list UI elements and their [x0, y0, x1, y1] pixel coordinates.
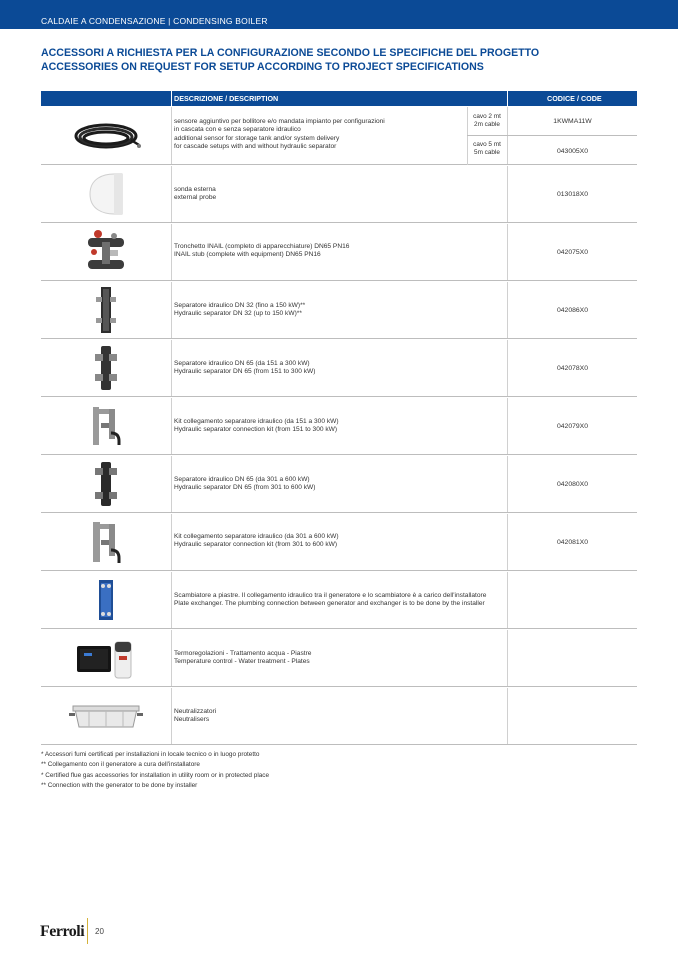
row-description-line: Temperature control - Water treatment - Plates [174, 658, 310, 666]
footnote: * Accessori fumi certificati per installazioni in locale tecnico o in luogo protetto [41, 751, 260, 758]
top-bar [0, 0, 678, 29]
cable-length-it: cavo 5 mt [473, 141, 501, 148]
temperature-control-image [41, 630, 171, 686]
sensor-cable-image [41, 107, 171, 164]
table-row [41, 630, 637, 687]
cable-length-it: cavo 2 mt [473, 113, 501, 120]
table-row [41, 166, 637, 223]
row-description-line: Plate exchanger. The plumbing connection between generator and exchanger is to be done by the installer [174, 600, 485, 608]
brand-logo: Ferroli [40, 923, 85, 940]
table-row [41, 107, 637, 165]
row-description-line: Termoregolazioni - Trattamento acqua - Piastre [174, 650, 312, 657]
table-row [41, 456, 637, 513]
page-number: 20 [95, 927, 104, 936]
row-description-line: Separatore idraulico DN 65 (da 151 a 300 kW) [174, 360, 310, 367]
row-description-line: sensore aggiuntivo per bollitore e/o mandata impianto per configurazioni [174, 118, 385, 125]
page-title [41, 46, 641, 74]
column-header-code: CODICE / CODE [547, 94, 602, 103]
row-description-line: Separatore idraulico DN 65 (da 301 a 600 kW) [174, 476, 310, 483]
row-description-line: Kit collegamento separatore idraulico (da 301 a 600 kW) [174, 533, 339, 540]
footer-divider [87, 918, 88, 944]
section-label: CALDAIE A CONDENSAZIONE | CONDENSING BOILER [41, 16, 268, 26]
table-row [41, 514, 637, 571]
hydraulic-separator-image [41, 282, 171, 338]
table-row [41, 224, 637, 281]
footnote: ** Collegamento con il generatore a cura dell'installatore [41, 761, 200, 769]
row-description-line: in cascata con e senza separatore idraulico [174, 126, 301, 134]
product-code: 042086X0 [557, 307, 588, 314]
neutraliser-image [41, 688, 171, 744]
cable-length-en: 5m cable [474, 149, 500, 157]
row-description-line: Tronchetto INAIL (completo di apparecchiature) DN65 PN16 [174, 243, 350, 250]
cable-length-en: 2m cable [474, 121, 500, 129]
row-description-line: for cascade setups with and without hydraulic separator [174, 143, 337, 151]
connection-kit-image [41, 398, 171, 454]
title-italian: ACCESSORI A RICHIESTA PER LA CONFIGURAZIONE SECONDO LE SPECIFICHE DEL PROGETTO [41, 47, 540, 59]
row-description-line: external probe [174, 194, 217, 202]
table-row [41, 340, 637, 397]
row-description-line: Hydraulic separator DN 32 (up to 150 kW)** [174, 310, 302, 318]
row-description-line: Hydraulic separator connection kit (from 301 to 600 kW) [174, 541, 338, 549]
hydraulic-separator-image [41, 340, 171, 396]
product-code: 042079X0 [557, 423, 588, 430]
hydraulic-separator-image [41, 456, 171, 512]
footnote: * Certified flue gas accessories for installation in utility room or in protected place [41, 771, 270, 779]
table-row [41, 398, 637, 455]
row-description-line: Scambiatore a piastre. Il collegamento idraulico tra il generatore e lo scambiatore è a carico dell'installatore [174, 592, 487, 599]
footnotes [41, 750, 269, 792]
title-english: ACCESSORIES ON REQUEST FOR SETUP ACCORDING TO PROJECT SPECIFICATIONS [41, 61, 484, 73]
product-code: 013018X0 [557, 191, 588, 198]
row-description-line: Neutralisers [174, 716, 210, 724]
column-header-description: DESCRIZIONE / DESCRIPTION [174, 94, 279, 103]
row-description-line: Hydraulic separator DN 65 (from 151 to 300 kW) [174, 368, 316, 376]
table-header [41, 91, 637, 106]
row-description-line: INAIL stub (complete with equipment) DN65 PN16 [174, 251, 321, 259]
product-code: 042081X0 [557, 539, 588, 546]
product-code: 043005X0 [557, 148, 588, 155]
row-description-line: Hydraulic separator connection kit (from 151 to 300 kW) [174, 426, 338, 434]
row-description-line: Neutralizzatori [174, 708, 217, 715]
product-code: 042078X0 [557, 365, 588, 372]
product-code: 042075X0 [557, 249, 588, 256]
connection-kit-image [41, 514, 171, 570]
row-description-line: sonda esterna [174, 186, 216, 193]
product-code: 042080X0 [557, 481, 588, 488]
table-row [41, 688, 637, 745]
external-probe-image [41, 166, 171, 222]
table-row [41, 282, 637, 339]
row-description-line: Separatore idraulico DN 32 (fino a 150 kW)** [174, 302, 306, 309]
row-description-line: additional sensor for storage tank and/or system delivery [174, 134, 340, 142]
table-row [41, 572, 637, 629]
row-description-line: Kit collegamento separatore idraulico (da 151 a 300 kW) [174, 418, 339, 425]
footnote: ** Connection with the generator to be done by installer [41, 782, 198, 790]
plate-exchanger-image [41, 572, 171, 628]
inail-stub-image [41, 224, 171, 280]
row-description-line: Hydraulic separator DN 65 (from 301 to 600 kW) [174, 484, 316, 492]
product-code: 1KWMA11W [553, 118, 592, 125]
